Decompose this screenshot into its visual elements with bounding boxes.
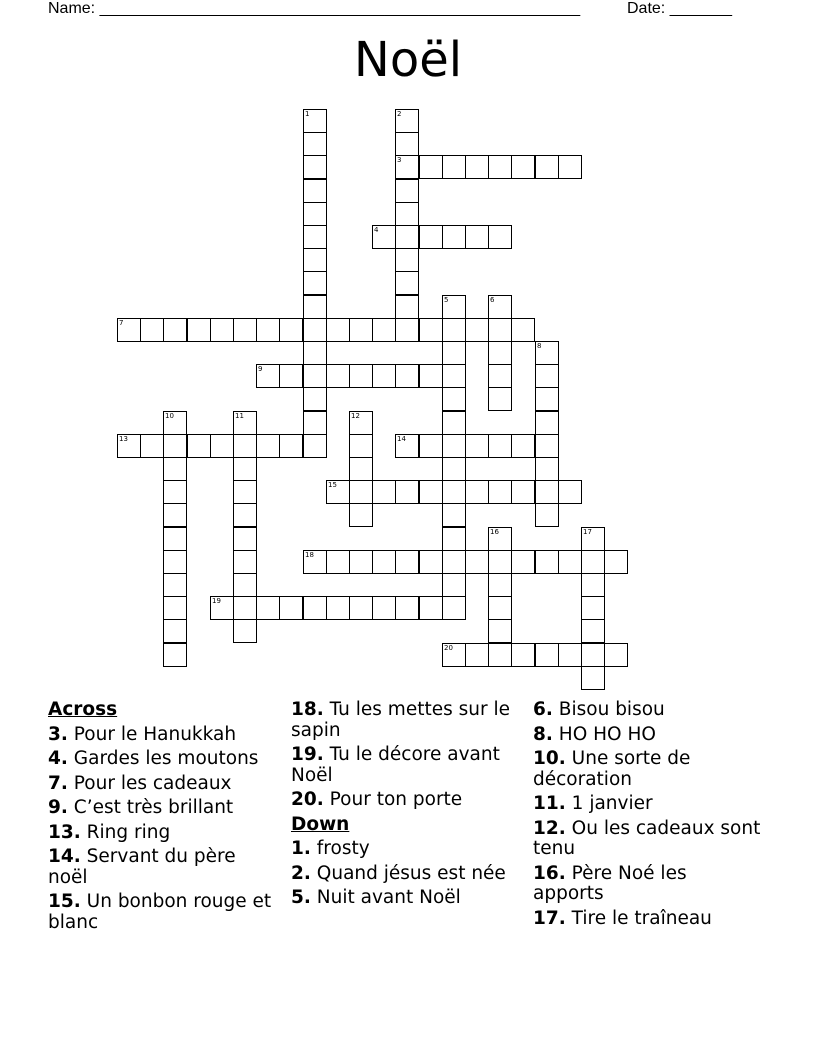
grid-cell[interactable] [395,271,419,295]
grid-cell[interactable] [442,318,466,342]
grid-cell[interactable] [140,434,164,458]
grid-cell[interactable] [326,550,350,574]
across-heading: Across [48,699,118,720]
grid-cell[interactable] [442,503,466,527]
grid-cell[interactable] [233,457,257,481]
grid-cell[interactable] [442,295,466,319]
grid-cell[interactable] [395,550,419,574]
grid-cell[interactable] [349,550,373,574]
grid-cell[interactable] [419,155,443,179]
grid-cell[interactable] [581,550,605,574]
grid-cell[interactable] [419,596,443,620]
cell-number: 16 [490,528,499,536]
clue-across-14: 14. Servant du père noël [48,846,236,888]
grid-cell[interactable] [442,550,466,574]
grid-cell[interactable] [303,550,327,574]
grid-cell[interactable] [395,132,419,156]
grid-cell[interactable] [303,225,327,249]
grid-cell[interactable] [395,364,419,388]
grid-cell[interactable] [465,550,489,574]
clues-column-2 [291,700,516,913]
grid-cell[interactable] [535,550,559,574]
cell-number: 6 [490,296,495,304]
grid-cell[interactable] [233,480,257,504]
grid-cell[interactable] [163,573,187,597]
grid-cell[interactable] [395,434,419,458]
grid-cell[interactable] [303,295,327,319]
grid-cell[interactable] [581,666,605,690]
cell-number: 18 [305,551,314,559]
clue-down-10: 10. Une sorte de décoration [533,748,691,790]
grid-cell[interactable] [233,596,257,620]
grid-cell[interactable] [303,179,327,203]
grid-cell[interactable] [442,527,466,551]
grid-cell[interactable] [535,643,559,667]
grid-cell[interactable] [326,480,350,504]
grid-cell[interactable] [303,109,327,133]
grid-cell[interactable] [488,225,512,249]
grid-cell[interactable] [558,550,582,574]
grid-cell[interactable] [395,202,419,226]
grid-cell[interactable] [442,387,466,411]
grid-cell[interactable] [442,225,466,249]
grid-cell[interactable] [488,434,512,458]
clue-across-3: 3. Pour le Hanukkah [48,723,237,745]
clue-across-15: 15. Un bonbon rouge et blanc [48,891,272,933]
grid-cell[interactable] [233,318,257,342]
grid-cell[interactable] [581,596,605,620]
grid-cell[interactable] [279,596,303,620]
cell-number: 9 [258,365,263,373]
grid-cell[interactable] [442,155,466,179]
grid-cell[interactable] [326,318,350,342]
grid-cell[interactable] [488,573,512,597]
grid-cell[interactable] [511,318,535,342]
grid-cell[interactable] [604,550,628,574]
grid-cell[interactable] [535,364,559,388]
grid-cell[interactable] [465,155,489,179]
grid-cell[interactable] [511,643,535,667]
grid-cell[interactable] [535,341,559,365]
grid-cell[interactable] [395,480,419,504]
grid-cell[interactable] [465,643,489,667]
grid-cell[interactable] [442,341,466,365]
grid-cell[interactable] [349,596,373,620]
grid-cell[interactable] [326,596,350,620]
grid-cell[interactable] [511,550,535,574]
grid-cell[interactable] [163,550,187,574]
grid-cell[interactable] [303,411,327,435]
grid-cell[interactable] [349,434,373,458]
grid-cell[interactable] [303,596,327,620]
grid-cell[interactable] [163,596,187,620]
clue-down-12: 12. Ou les cadeaux sont tenu [533,817,761,859]
clue-down-2: 2. Quand jésus est née [291,862,506,884]
grid-cell[interactable] [187,318,211,342]
cell-number: 17 [583,528,592,536]
grid-cell[interactable] [233,619,257,643]
grid-cell[interactable] [511,434,535,458]
grid-cell[interactable] [442,480,466,504]
grid-cell[interactable] [140,318,164,342]
grid-cell[interactable] [372,480,396,504]
name-field[interactable]: Name: ______________________________________________________ [48,0,581,17]
grid-cell[interactable] [465,434,489,458]
grid-cell[interactable] [256,364,280,388]
grid-cell[interactable] [256,434,280,458]
grid-cell[interactable] [465,318,489,342]
grid-cell[interactable] [233,411,257,435]
grid-cell[interactable] [488,480,512,504]
grid-cell[interactable] [558,643,582,667]
grid-cell[interactable] [442,643,466,667]
grid-cell[interactable] [395,155,419,179]
cell-number: 19 [212,597,221,605]
down-heading: Down [291,813,350,835]
grid-cell[interactable] [465,225,489,249]
grid-cell[interactable] [488,295,512,319]
grid-cell[interactable] [303,387,327,411]
grid-cell[interactable] [233,503,257,527]
clue-across-4: 4. Gardes les moutons [48,748,259,769]
grid-cell[interactable] [163,411,187,435]
clues-column-1 [48,700,278,937]
cell-number: 2 [397,110,402,118]
grid-cell[interactable] [465,480,489,504]
grid-cell[interactable] [372,550,396,574]
cell-number: 14 [397,435,406,443]
clue-down-16: 16. Père Noé les apports [533,862,687,904]
grid-cell[interactable] [210,596,234,620]
grid-cell[interactable] [419,550,443,574]
cell-number: 20 [444,644,453,652]
grid-cell[interactable] [256,318,280,342]
cell-number: 3 [397,156,402,164]
grid-cell[interactable] [163,480,187,504]
page-title: Noël [353,32,463,88]
grid-cell[interactable] [581,643,605,667]
grid-cell[interactable] [187,434,211,458]
grid-cell[interactable] [303,271,327,295]
grid-cell[interactable] [535,434,559,458]
grid-cell[interactable] [326,364,350,388]
grid-cell[interactable] [349,457,373,481]
grid-cell[interactable] [349,480,373,504]
grid-cell[interactable] [395,248,419,272]
grid-cell[interactable] [488,619,512,643]
grid-cell[interactable] [535,503,559,527]
clue-down-5: 5. Nuit avant Noël [291,887,461,908]
grid-cell[interactable] [233,550,257,574]
grid-cell[interactable] [419,364,443,388]
clue-down-11: 11. 1 janvier [533,793,653,814]
cell-number: 1 [305,110,310,118]
grid-cell[interactable] [581,619,605,643]
cell-number: 4 [374,226,379,234]
grid-cell[interactable] [581,527,605,551]
grid-cell[interactable] [395,179,419,203]
grid-cell[interactable] [372,225,396,249]
clue-across-18: 18. Tu les mettes sur le sapin [291,699,510,741]
grid-cell[interactable] [488,318,512,342]
clue-across-9: 9. C’est très brillant [48,797,234,818]
grid-cell[interactable] [488,155,512,179]
grid-cell[interactable] [349,503,373,527]
grid-cell[interactable] [279,318,303,342]
grid-cell[interactable] [303,248,327,272]
grid-cell[interactable] [395,318,419,342]
grid-cell[interactable] [303,364,327,388]
grid-cell[interactable] [163,643,187,667]
clue-across-20: 20. Pour ton porte [291,789,463,810]
cell-number: 13 [119,435,128,443]
grid-cell[interactable] [535,457,559,481]
cell-number: 15 [328,481,337,489]
cell-number: 12 [351,412,360,420]
grid-cell[interactable] [581,573,605,597]
clue-down-17: 17. Tire le traîneau [533,907,712,929]
clue-down-6: 6. Bisou bisou [533,699,665,720]
grid-cell[interactable] [210,434,234,458]
grid-cell[interactable] [535,480,559,504]
grid-cell[interactable] [442,411,466,435]
grid-cell[interactable] [395,295,419,319]
grid-cell[interactable] [488,550,512,574]
grid-cell[interactable] [163,457,187,481]
grid-cell[interactable] [233,527,257,551]
cell-number: 5 [444,296,449,304]
grid-cell[interactable] [442,364,466,388]
cell-number: 8 [537,342,542,350]
grid-cell[interactable] [535,155,559,179]
grid-cell[interactable] [372,364,396,388]
grid-cell[interactable] [395,109,419,133]
grid-cell[interactable] [511,480,535,504]
clue-down-1: 1. frosty [291,838,370,859]
grid-cell[interactable] [488,643,512,667]
grid-cell[interactable] [442,434,466,458]
grid-cell[interactable] [303,318,327,342]
grid-cell[interactable] [604,643,628,667]
grid-cell[interactable] [256,596,280,620]
grid-cell[interactable] [535,411,559,435]
grid-cell[interactable] [395,225,419,249]
grid-cell[interactable] [303,341,327,365]
clues-column-3 [533,700,763,933]
grid-cell[interactable] [488,387,512,411]
grid-cell[interactable] [419,480,443,504]
clue-across-7: 7. Pour les cadeaux [48,772,232,794]
clue-down-8: 8. HO HO HO [533,723,656,745]
grid-cell[interactable] [163,527,187,551]
grid-cell[interactable] [303,155,327,179]
cell-number: 10 [165,412,174,420]
grid-cell[interactable] [303,132,327,156]
grid-cell[interactable] [117,434,141,458]
grid-cell[interactable] [488,527,512,551]
cell-number: 11 [235,412,244,420]
grid-cell[interactable] [117,318,141,342]
grid-cell[interactable] [233,434,257,458]
grid-cell[interactable] [488,364,512,388]
grid-cell[interactable] [442,457,466,481]
grid-cell[interactable] [303,434,327,458]
date-field[interactable]: Date: _______ [627,0,732,17]
grid-cell[interactable] [488,341,512,365]
grid-cell[interactable] [163,503,187,527]
grid-cell[interactable] [163,619,187,643]
grid-cell[interactable] [395,596,419,620]
grid-cell[interactable] [442,596,466,620]
grid-cell[interactable] [349,411,373,435]
grid-cell[interactable] [535,387,559,411]
clue-across-13: 13. Ring ring [48,821,171,843]
grid-cell[interactable] [372,596,396,620]
cell-number: 7 [119,319,124,327]
grid-cell[interactable] [233,573,257,597]
grid-cell[interactable] [419,225,443,249]
clue-across-19: 19. Tu le décore avant Noël [291,744,500,786]
grid-cell[interactable] [163,318,187,342]
grid-cell[interactable] [511,155,535,179]
grid-cell[interactable] [279,364,303,388]
grid-cell[interactable] [442,573,466,597]
grid-cell[interactable] [558,480,582,504]
grid-cell[interactable] [372,318,396,342]
grid-cell[interactable] [210,318,234,342]
grid-cell[interactable] [303,202,327,226]
grid-cell[interactable] [419,434,443,458]
grid-cell[interactable] [558,155,582,179]
grid-cell[interactable] [419,318,443,342]
grid-cell[interactable] [349,318,373,342]
grid-cell[interactable] [163,434,187,458]
grid-cell[interactable] [488,596,512,620]
grid-cell[interactable] [349,364,373,388]
grid-cell[interactable] [279,434,303,458]
